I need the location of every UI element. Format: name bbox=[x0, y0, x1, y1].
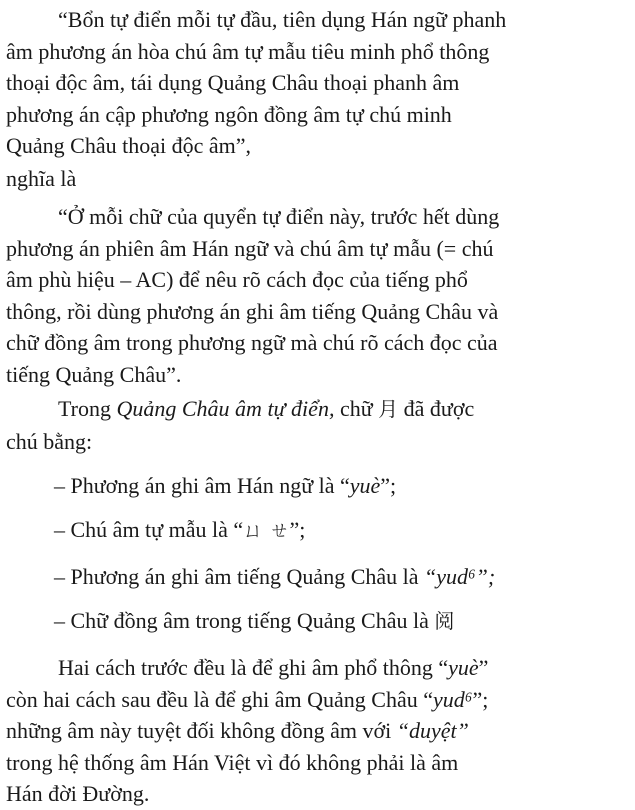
quote-translation-paragraph bbox=[6, 201, 628, 390]
quote-line bbox=[6, 296, 628, 328]
text-run: tiếng Quảng Châu”. bbox=[6, 361, 182, 387]
quote-line bbox=[6, 36, 628, 68]
quote-line bbox=[6, 359, 628, 391]
quote-line bbox=[6, 201, 628, 233]
text-run: âm phù hiệu – AC) để nêu rõ cách đọc của tiếng phổ bbox=[6, 267, 468, 292]
conclusion-paragraph bbox=[6, 652, 628, 810]
text-run: ”; bbox=[472, 686, 489, 712]
example-intro-line bbox=[6, 393, 628, 426]
quote-line bbox=[6, 4, 628, 36]
text-run: – Chú âm tự mẫu là “ bbox=[54, 517, 244, 542]
zhuyin-symbols: ㄩ ㄝ bbox=[243, 518, 290, 542]
text-run: ”; bbox=[289, 517, 306, 542]
chinese-character: 月 bbox=[378, 397, 399, 421]
quote-line bbox=[6, 264, 628, 296]
text-run: thoại độc âm, tái dụng Quảng Châu thoại phanh âm bbox=[6, 70, 460, 95]
text-run: “Bổn tự điển mỗi tự đầu, tiên dụng Hán ngữ phanh bbox=[58, 7, 507, 32]
pinyin-text: yuè bbox=[448, 655, 479, 680]
list-item bbox=[6, 514, 305, 547]
list-item bbox=[6, 561, 495, 593]
chinese-character: 阅 bbox=[434, 609, 455, 633]
quote-line bbox=[6, 327, 628, 359]
text-run: chữ bbox=[334, 396, 379, 421]
sino-vietnamese-reading: “duyệt” bbox=[396, 718, 469, 743]
text-run: đã được bbox=[398, 396, 475, 421]
book-title: Quảng Châu âm tự điển, bbox=[116, 396, 335, 421]
text-run: chữ đồng âm trong phương ngữ mà chú rõ cách đọc của bbox=[6, 330, 498, 355]
example-intro-line bbox=[6, 426, 628, 458]
conclusion-line bbox=[6, 684, 628, 716]
conclusion-line bbox=[6, 747, 628, 779]
cantonese-romanization: yud⁶ bbox=[433, 686, 473, 712]
text-run: những âm này tuyệt đối không đồng âm với bbox=[6, 718, 397, 743]
text-run: – Phương án ghi âm Hán ngữ là “ bbox=[54, 473, 350, 498]
text-run: chú bằng: bbox=[6, 428, 93, 454]
text-run: Trong bbox=[58, 396, 117, 421]
text-run: – Chữ đồng âm trong tiếng Quảng Châu là bbox=[54, 608, 435, 633]
text-run: Hán đời Đường. bbox=[6, 781, 150, 806]
cantonese-romanization: “yud⁶”; bbox=[424, 564, 496, 589]
text-run: âm phương án hòa chú âm tự mẫu tiêu minh phổ thông bbox=[6, 38, 490, 64]
text-run: “Ở mỗi chữ của quyển tự điển này, trước hết dùng bbox=[58, 204, 500, 229]
quote-line bbox=[6, 67, 628, 99]
list-item bbox=[6, 605, 454, 638]
text-run: – Phương án ghi âm tiếng Quảng Châu là bbox=[54, 564, 425, 589]
quote-line bbox=[6, 99, 628, 131]
text-run: ”; bbox=[380, 473, 397, 498]
pinyin-text: yuè bbox=[349, 473, 381, 498]
text-run: ” bbox=[478, 655, 489, 680]
text-run: Quảng Châu thoại độc âm”, bbox=[6, 133, 251, 158]
text-run: phương án cập phương ngôn đồng âm tự chú minh bbox=[6, 101, 452, 127]
conclusion-line bbox=[6, 778, 628, 810]
conclusion-line bbox=[6, 652, 628, 684]
text-run: trong hệ thống âm Hán Việt vì đó không phải là âm bbox=[6, 749, 459, 775]
list-item bbox=[6, 470, 396, 502]
quote-line bbox=[6, 130, 628, 162]
quote-line bbox=[6, 233, 628, 265]
text-run: còn hai cách sau đều là để ghi âm Quảng Châu “ bbox=[6, 686, 434, 712]
text-run: thông, rồi dùng phương án ghi âm tiếng Quảng Châu và bbox=[6, 298, 499, 324]
example-intro-paragraph bbox=[6, 393, 628, 457]
quote-original-paragraph bbox=[6, 4, 628, 162]
connector-text: nghĩa là bbox=[6, 166, 77, 191]
text-run: Hai cách trước đều là để ghi âm phổ thông “ bbox=[58, 655, 449, 680]
text-run: phương án phiên âm Hán ngữ và chú âm tự mẫu (= chú bbox=[6, 235, 494, 261]
conclusion-line bbox=[6, 715, 628, 747]
